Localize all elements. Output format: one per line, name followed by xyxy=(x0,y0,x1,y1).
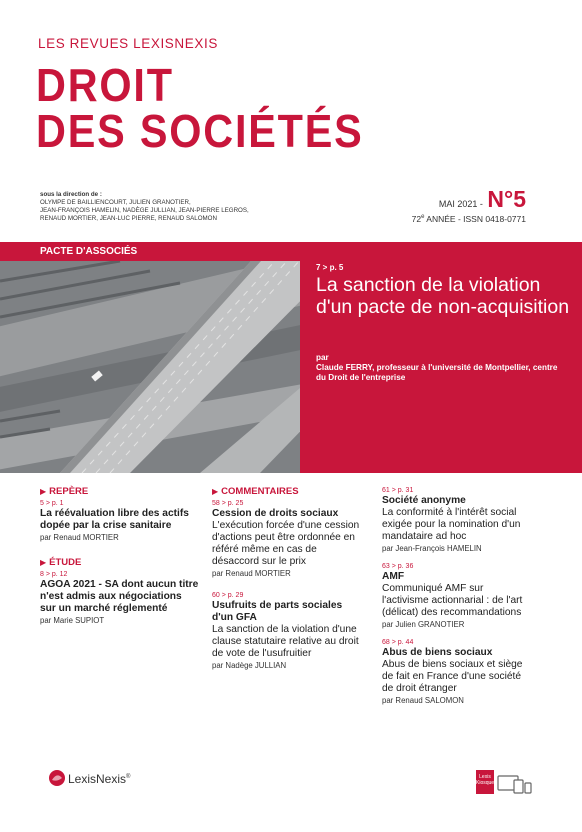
feature-photo xyxy=(0,261,300,473)
right-column xyxy=(382,486,532,714)
item-body: La conformité à l'intérêt social exigée pour la nomination d'un mandataire ad hoc xyxy=(382,507,521,542)
item-author: par Marie SUPIOT xyxy=(40,616,105,625)
item-ref: 5 > p. 1 xyxy=(40,500,64,507)
item-title: Abus de biens sociaux xyxy=(382,647,493,658)
devices-icon xyxy=(497,774,533,799)
commentaire-item[interactable] xyxy=(382,638,532,706)
item-body: Communiqué AMF sur l'activisme actionnarial : de l'art (délicat) des recommandations xyxy=(382,583,523,618)
commentaire-item[interactable] xyxy=(212,499,364,579)
item-ref: 8 > p. 12 xyxy=(40,571,68,578)
item-body: La sanction de la violation d'une clause statutaire relative au droit de vote de l'usufruitier xyxy=(212,624,359,659)
item-title: Société anonyme xyxy=(382,495,466,506)
item-title: AMF xyxy=(382,571,405,582)
commentaire-item[interactable] xyxy=(212,591,364,671)
feature-headline: La sanction de la violation d'un pacte de non-acquisition xyxy=(316,274,570,318)
issue-issn: 72e ANNÉE - ISSN 0418-0771 xyxy=(411,214,526,224)
arrow-icon: ▶ xyxy=(40,558,47,567)
item-author: par Renaud MORTIER xyxy=(40,533,119,542)
item-ref: 58 > p. 25 xyxy=(212,500,244,507)
lexisnexis-logo xyxy=(48,768,131,793)
item-ref: 63 > p. 36 xyxy=(382,563,414,570)
item-title: Cession de droits sociaux xyxy=(212,508,339,519)
item-author: par Renaud MORTIER xyxy=(212,569,291,578)
issue-date: MAI 2021 - xyxy=(438,199,483,209)
feature-byline: par Claude FERRY, professeur à l'université de Montpellier, centre du Droit de l'entreprise xyxy=(316,353,558,382)
lexisnexis-logo-icon xyxy=(48,768,66,788)
commentaire-item[interactable] xyxy=(382,562,532,630)
series-name: LES REVUES LEXISNEXIS xyxy=(38,36,218,51)
section-band-right xyxy=(300,242,582,261)
feature-section-label: PACTE D'ASSOCIÉS xyxy=(40,246,138,257)
item-body: Abus de biens sociaux et siège de fait en France d'une société de droit étranger xyxy=(382,659,523,694)
journal-title-line2: DES SOCIÉTÉS xyxy=(36,105,364,157)
arrow-icon: ▶ xyxy=(40,487,47,496)
item-title: Usufruits de parts sociales d'un GFA xyxy=(212,600,343,623)
issue-info xyxy=(412,186,526,224)
direction-line: RENAUD MORTIER, JEAN-LUC PIERRE, RENAUD SALOMON xyxy=(40,215,217,222)
commentaires-section: ▶ COMMENTAIRES xyxy=(212,486,299,497)
item-author: par Julien GRANOTIER xyxy=(382,620,465,629)
logo-mark: ® xyxy=(126,774,131,780)
lexis-kiosque-badge: Lexis Kiosque xyxy=(476,770,494,794)
etude-item[interactable] xyxy=(40,557,200,626)
item-ref: 61 > p. 31 xyxy=(382,487,414,494)
logo-text: LexisNexis xyxy=(68,772,127,786)
journal-title xyxy=(36,59,364,157)
item-ref: 68 > p. 44 xyxy=(382,639,414,646)
direction-label: sous la direction de : xyxy=(40,191,102,198)
feature-ref: 7 > p. 5 xyxy=(316,263,344,272)
item-author: par Nadège JULLIAN xyxy=(212,661,287,670)
feature-article[interactable] xyxy=(300,261,582,473)
repere-item[interactable] xyxy=(40,486,200,543)
repere-section: ▶ REPÈRE xyxy=(40,486,89,497)
item-author: par Jean-François HAMELIN xyxy=(382,544,482,553)
direction-line: JEAN-FRANÇOIS HAMELIN, NADÈGE JULLIAN, JEAN-PIERRE LEGROS, xyxy=(40,207,249,214)
issue-number: N°5 xyxy=(487,186,526,212)
etude-section: ▶ ÉTUDE xyxy=(40,557,82,568)
item-body: L'exécution forcée d'une cession d'actions peut être ordonnée en référé même en cas de désaccord sur le prix xyxy=(212,520,360,567)
commentaire-item[interactable] xyxy=(382,486,532,554)
middle-column xyxy=(212,486,364,679)
item-title: AGOA 2021 - SA dont aucun titre n'est admis aux négociations sur un marché réglementé xyxy=(40,579,199,614)
highway-photo-illustration xyxy=(0,261,300,473)
item-ref: 60 > p. 29 xyxy=(212,592,244,599)
direction-line: OLYMPE DE BAILLIENCOURT, JULIEN GRANOTIER, xyxy=(40,199,191,206)
left-column xyxy=(40,486,200,634)
journal-title-line1: DROIT xyxy=(36,59,174,111)
arrow-icon: ▶ xyxy=(212,487,219,496)
item-author: par Renaud SALOMON xyxy=(382,696,464,705)
item-title: La réévaluation libre des actifs dopée par la crise sanitaire xyxy=(40,508,189,531)
editorial-direction xyxy=(40,191,260,223)
